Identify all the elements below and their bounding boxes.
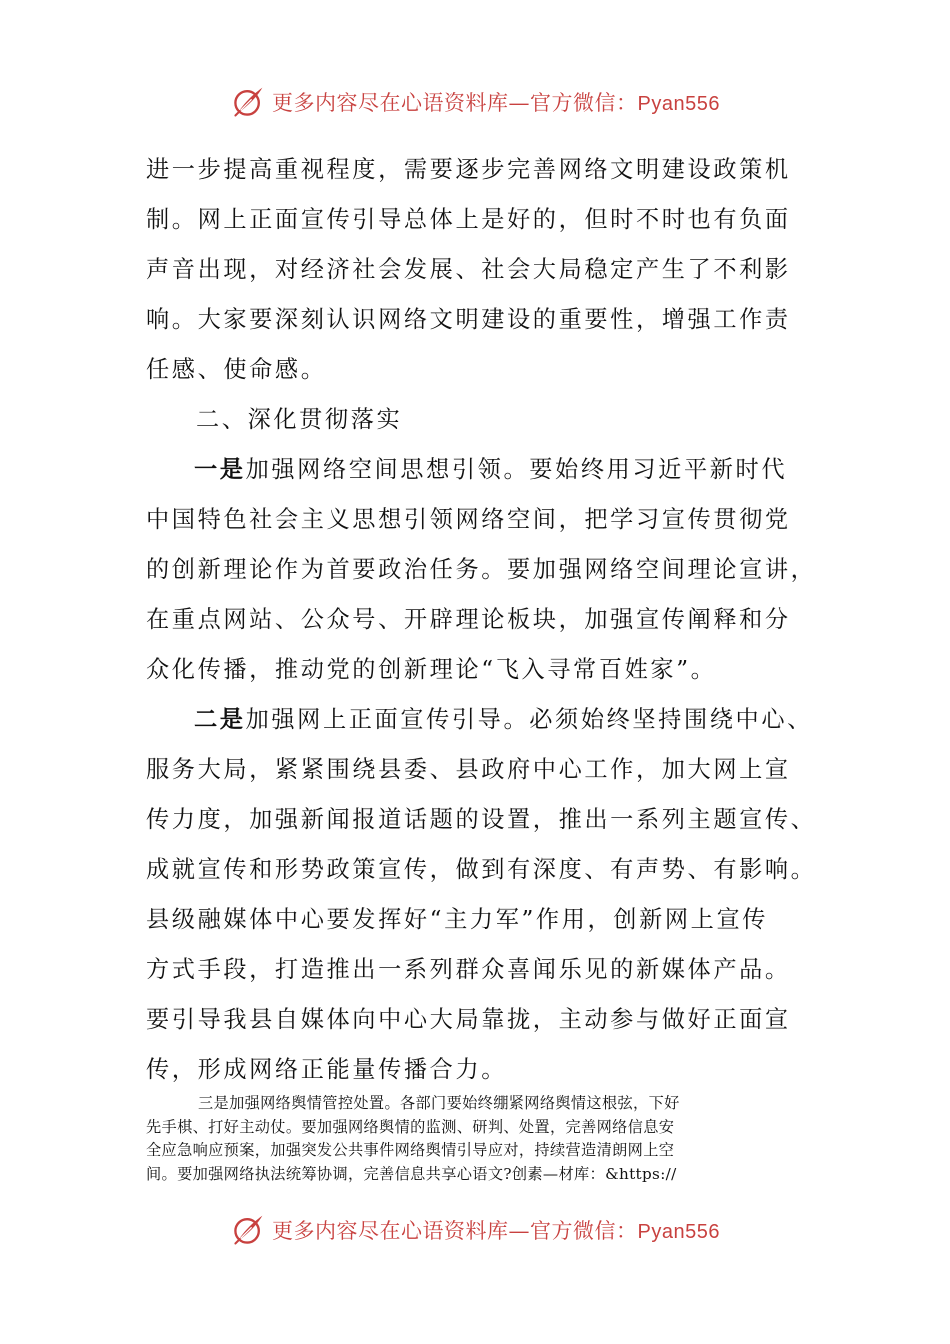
paragraph-line — [146, 995, 804, 1045]
line-text: 成就宣传和形势政策宣传，做到有深度、有声势、有影响。 — [146, 856, 817, 883]
paragraph-line — [146, 295, 804, 345]
section-heading — [146, 395, 804, 445]
wechat-account: Pyan556 — [637, 93, 720, 115]
line-text: 响。大家要深刻认识网络文明建设的重要性，增强工作责 — [146, 306, 791, 333]
paragraph-line — [146, 1045, 804, 1095]
line-text: 声音出现，对经济社会发展、社会大局稳定产生了不利影 — [146, 256, 791, 283]
small-line: 间。要加强网络执法统筹协调，完善信息共享心语文?创素—材库：&https:// — [146, 1164, 677, 1183]
paragraph-line — [146, 895, 804, 945]
paragraph-line — [146, 445, 804, 495]
line-text: 众化传播，推动党的创新理论“飞入寻常百姓家”。 — [146, 656, 717, 683]
watermark-text — [272, 1215, 720, 1245]
wechat-account: Pyan556 — [637, 1221, 720, 1243]
paragraph-line — [146, 845, 817, 895]
paragraph-line — [146, 495, 804, 545]
line-text: 县级融媒体中心要发挥好“主力军”作用，创新网上宣传 — [146, 906, 769, 933]
document-body — [146, 145, 817, 1095]
line-text: 加强网络空间思想引领。要始终用习近平新时代 — [245, 456, 788, 483]
line-text: 方式手段，打造推出一系列群众喜闻乐见的新媒体产品。 — [146, 956, 791, 983]
small-paragraph — [146, 1092, 806, 1186]
paragraph-line — [146, 695, 813, 745]
point-marker: 二是 — [194, 706, 246, 733]
line-text: 传，形成网络正能量传播合力。 — [146, 1056, 508, 1083]
paragraph-line — [146, 245, 804, 295]
small-line: 三是加强网络舆情管控处置。各部门要始终绷紧网络舆情这根弦，下好 — [198, 1094, 680, 1112]
line-text: 加强网上正面宣传引导。必须始终坚持围绕中心、 — [245, 706, 813, 733]
header-watermark — [0, 80, 950, 124]
quill-pen-logo-icon — [230, 1212, 266, 1248]
watermark-label: 更多内容尽在心语资料库—官方微信： — [272, 1219, 638, 1243]
footer-watermark — [0, 1208, 950, 1252]
line-text: 任感、使命感。 — [146, 356, 327, 383]
line-text: 要引导我县自媒体向中心大局靠拢，主动参与做好正面宣 — [146, 1006, 791, 1033]
paragraph-line — [146, 195, 804, 245]
line-text: 的创新理论作为首要政治任务。要加强网络空间理论宣讲， — [146, 556, 817, 583]
point-marker: 一是 — [194, 456, 246, 483]
watermark-label: 更多内容尽在心语资料库—官方微信： — [272, 91, 638, 115]
line-text: 传力度，加强新闻报道话题的设置，推出一系列主题宣传、 — [146, 806, 817, 833]
paragraph-line — [146, 145, 804, 195]
paragraph-line — [146, 545, 817, 595]
line-text: 服务大局，紧紧围绕县委、县政府中心工作，加大网上宣 — [146, 756, 791, 783]
line-text: 制。网上正面宣传引导总体上是好的，但时不时也有负面 — [146, 206, 791, 233]
line-text: 中国特色社会主义思想引领网络空间，把学习宣传贯彻党 — [146, 506, 791, 533]
paragraph-line — [146, 345, 804, 395]
paragraph-line — [146, 945, 804, 995]
line-text: 在重点网站、公众号、开辟理论板块，加强宣传阐释和分 — [146, 606, 791, 633]
quill-pen-logo-icon — [230, 84, 266, 120]
paragraph-line — [146, 645, 804, 695]
heading-text: 二、深化贯彻落实 — [196, 406, 403, 433]
small-line: 先手棋、打好主动仗。要加强网络舆情的监测、研判、处置，完善网络信息安 — [146, 1117, 675, 1136]
watermark-text — [272, 87, 720, 117]
line-text: 进一步提高重视程度，需要逐步完善网络文明建设政策机 — [146, 156, 791, 183]
small-line: 全应急响应预案，加强突发公共事件网络舆情引导应对，持续营造清朗网上空 — [146, 1141, 675, 1160]
paragraph-line — [146, 595, 804, 645]
paragraph-line — [146, 745, 804, 795]
paragraph-line — [146, 795, 817, 845]
